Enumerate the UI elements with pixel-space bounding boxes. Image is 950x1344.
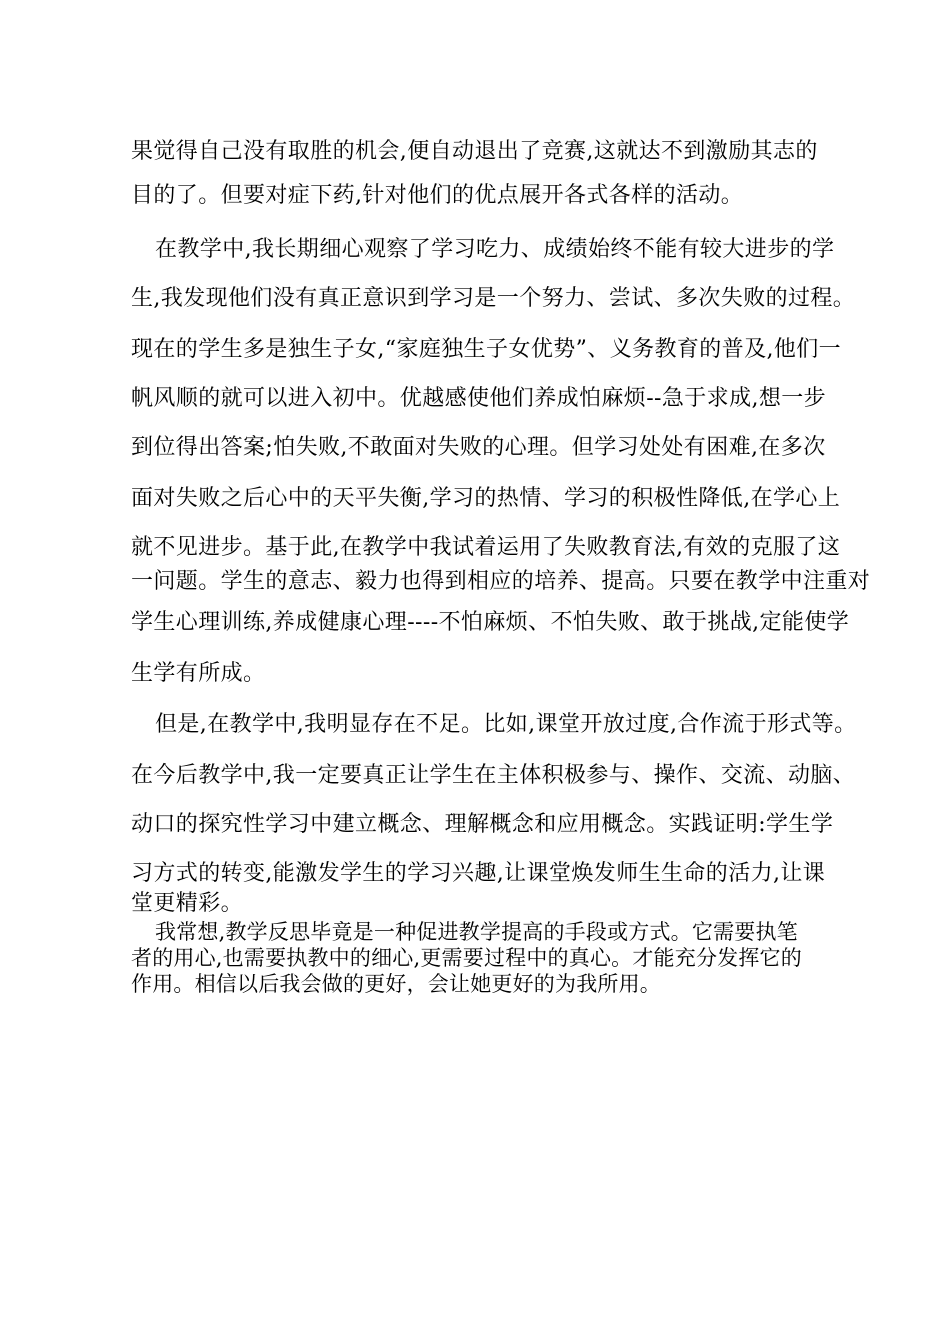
paragraph-2-line-3: 现在的学生多是独生子女,“家庭独生子女优势”、义务教育的普及,他们一 xyxy=(131,337,842,362)
paragraph-2-line-6: 面对失败之后心中的天平失衡,学习的热情、学习的积极性降低,在学心上 xyxy=(131,486,841,511)
paragraph-2-line-5: 到位得出答案;怕失败,不敢面对失败的心理。但学习处处有困难,在多次 xyxy=(131,435,826,460)
paragraph-3-line-5: 堂更精彩。 xyxy=(131,891,244,916)
paragraph-4-line-2: 者的用心,也需要执教中的细心,更需要过程中的真心。才能充分发挥它的 xyxy=(131,946,802,970)
paragraph-2-line-10: 生学有所成。 xyxy=(131,661,266,686)
paragraph-4-line-3: 作用。相信以后我会做的更好，会让她更好的为我所用。 xyxy=(131,972,661,996)
paragraph-3-line-4: 习方式的转变,能激发学生的学习兴趣,让课堂焕发师生生命的活力,让课 xyxy=(131,861,826,886)
paragraph-2-line-9: 学生心理训练,养成健康心理----不怕麻烦、不怕失败、敢于挑战,定能使学 xyxy=(131,610,850,635)
paragraph-3-line-3: 动口的探究性学习中建立概念、理解概念和应用概念。实践证明:学生学 xyxy=(131,812,834,837)
paragraph-2-line-1: 在教学中,我长期细心观察了学习吃力、成绩始终不能有较大进步的学 xyxy=(155,237,835,262)
paragraph-3-line-1: 但是,在教学中,我明显存在不足。比如,课堂开放过度,合作流于形式等。 xyxy=(155,712,857,737)
paragraph-4-line-1: 我常想,教学反思毕竟是一种促进教学提高的手段或方式。它需要执笔 xyxy=(155,920,798,944)
paragraph-1-line-1: 果觉得自己没有取胜的机会,便自动退出了竞赛,这就达不到激励其志的 xyxy=(131,139,818,164)
paragraph-3-line-2: 在今后教学中,我一定要真正让学生在主体积极参与、操作、交流、动脑、 xyxy=(131,763,856,788)
paragraph-2-line-4: 帆风顺的就可以进入初中。优越感使他们养成怕麻烦--急于求成,想一步 xyxy=(131,386,827,411)
paragraph-2-line-2: 生,我发现他们没有真正意识到学习是一个努力、尝试、多次失败的过程。 xyxy=(131,286,856,311)
paragraph-2-line-8: 一问题。学生的意志、毅力也得到相应的培养、提高。只要在教学中注重对 xyxy=(131,569,871,594)
paragraph-2-line-7: 就不见进步。基于此,在教学中我试着运用了失败教育法,有效的克服了这 xyxy=(131,535,841,560)
paragraph-1-line-2: 目的了。但要对症下药,针对他们的优点展开各式各样的活动。 xyxy=(131,183,744,208)
